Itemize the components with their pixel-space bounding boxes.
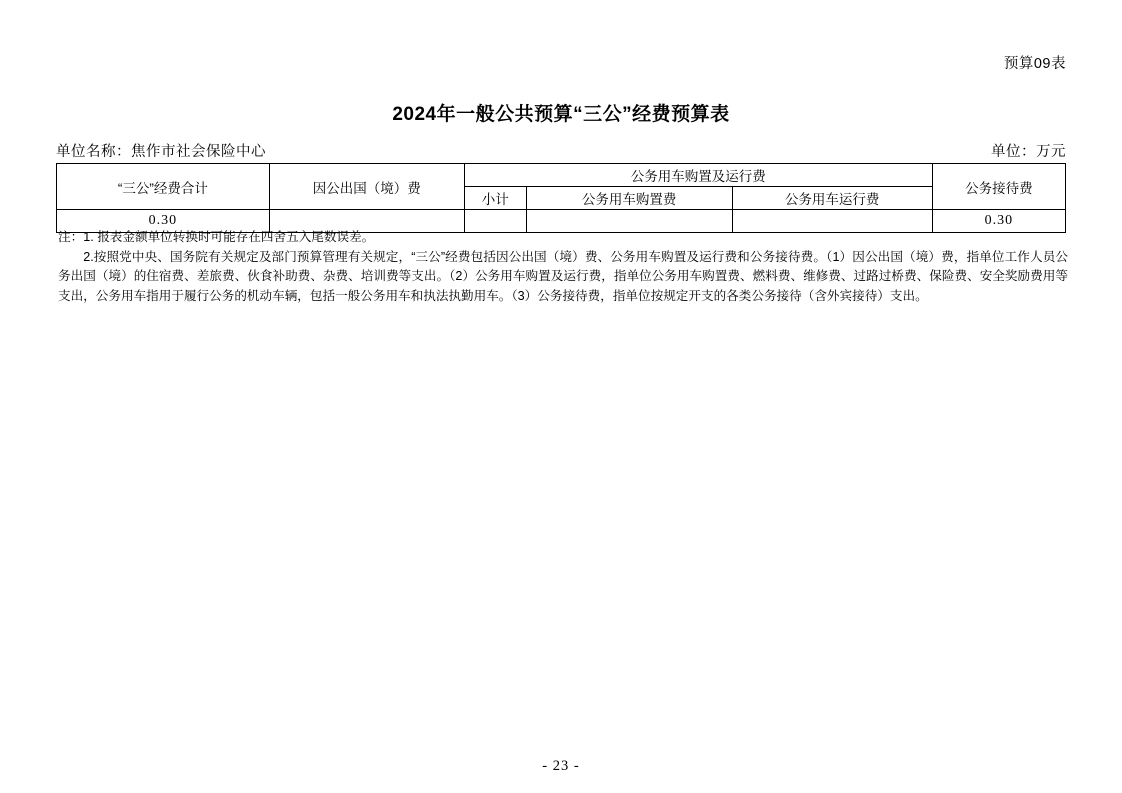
- table-notes: [58, 228, 1068, 306]
- unit-measure-label: 单位：万元: [991, 144, 1066, 160]
- table-meta-row: [56, 140, 1066, 161]
- page-title: 2024年一般公共预算“三公”经费预算表: [392, 104, 730, 125]
- header-total: “三公”经费合计: [57, 164, 270, 210]
- table-header-row-1: [57, 164, 1066, 187]
- page-number: - 23 -: [542, 758, 580, 774]
- header-vehicle-group: 公务用车购置及运行费: [464, 164, 932, 187]
- unit-name-label: 单位名称：焦作市社会保险中心: [56, 144, 266, 160]
- note-line-2: 2.按照党中央、国务院有关规定及部门预算管理有关规定，“三公”经费包括因公出国（境）费、公务用车购置及运行费和公务接待费。（1）因公出国（境）费，指单位工作人员公务出国（境）的住宿费、差旅费、伙食补助费、杂费、培训费等支出。（2）公务用车购置及运行费，指单位公务用车购置费、燃料费、维修费、过路过桥费、保险费、安全奖励费用等支出，公务用车指用于履行公务的机动车辆，包括一般公务用车和执法执勤用车。（3）公务接待费，指单位按规定开支的各类公务接待（含外宾接待）支出。: [58, 249, 1068, 303]
- form-code: 预算09表: [1003, 56, 1066, 72]
- cell-reception: 0.30: [932, 210, 1065, 233]
- header-abroad: 因公出国（境）费: [269, 164, 464, 210]
- header-vehicle-subtotal: 小计: [464, 187, 526, 210]
- header-reception: 公务接待费: [932, 164, 1065, 210]
- header-vehicle-operation: 公务用车运行费: [732, 187, 932, 210]
- header-vehicle-purchase: 公务用车购置费: [526, 187, 732, 210]
- budget-table: [56, 163, 1066, 233]
- note-line-1: 注：1. 报表金额单位转换时可能存在四舍五入尾数误差。: [58, 230, 375, 244]
- cell-total: 0.30: [57, 210, 270, 233]
